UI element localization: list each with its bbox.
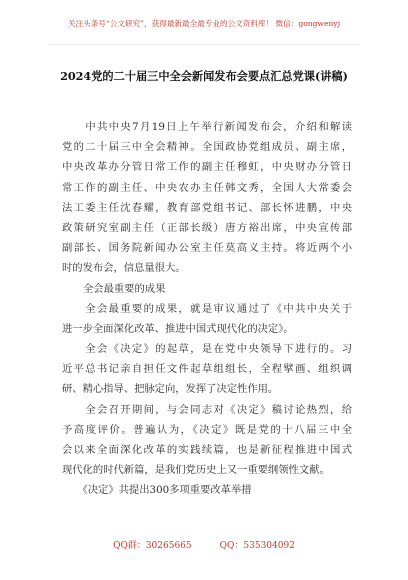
paragraph-line: 中共中央7月19日上午举行新闻发布会，介绍和解读 xyxy=(62,121,352,133)
section-heading: 全会最重要的成果 xyxy=(83,282,166,295)
paragraph-line: 政策研究室副主任（正部长级）唐方裕出席，中央宣传部 xyxy=(62,221,352,234)
paragraph-line: 全会召开期间，与会同志对《决定》稿讨论热烈，给 xyxy=(62,403,352,416)
paragraph-line: 党的二十届三中全会精神。全国政协党组成员、副主席， xyxy=(62,141,352,154)
header-notice: 关注头条号“公文研究”，获得最新最全最专业的公文资料库！ 微信：gongwenyj xyxy=(67,19,341,28)
paragraph-line: 近平总书记亲自担任文件起草组组长，全程擘画、组织调 xyxy=(62,363,352,376)
paragraph-line: 全会最重要的成果，就是审议通过了《中共中央关于 xyxy=(62,302,352,315)
document-body xyxy=(62,117,352,501)
footer-qq: QQ：535304092 xyxy=(219,541,295,551)
paragraph-line: 副部长、国务院新闻办公室主任莫高义主持。将近两个小 xyxy=(62,242,352,255)
paragraph-line: 中央改革办分管日常工作的副主任穆虹，中央财办分管日 xyxy=(62,161,352,174)
footer-qq-group: QQ群：30265665 xyxy=(113,541,192,551)
paragraph-line: 常工作的副主任、中央农办主任韩文秀，全国人大常委会 xyxy=(62,181,352,194)
header-divider xyxy=(48,44,360,45)
paragraph-line: 全会《决定》的起草，是在党中央领导下进行的。习 xyxy=(62,343,352,356)
paragraph-line: 《决定》共提出300多项重要改革举措 xyxy=(62,484,252,497)
paragraph-line: 予高度评价。普遍认为，《决定》既是党的十八届三中全 xyxy=(62,423,352,436)
paragraph-line: 法工委主任沈春耀，教育部党组书记、部长怀进鹏，中央 xyxy=(62,201,352,214)
paragraph-line: 进一步全面深化改革、推进中国式现代化的决定》。 xyxy=(62,322,294,335)
document-title: 2024党的二十届三中全会新闻发布会要点汇总党课(讲稿) xyxy=(60,69,348,83)
paragraph-line: 现代化的时代新篇，是我们党历史上又一重要纲领性文献。 xyxy=(62,464,330,477)
paragraph-line: 会以来全面深化改革的实践续篇，也是新征程推进中国式 xyxy=(62,444,352,456)
footer-contact xyxy=(0,538,408,551)
paragraph-line: 研、精心指导、把脉定向，发挥了决定性作用。 xyxy=(62,383,279,396)
paragraph-line: 时的发布会，信息量很大。 xyxy=(62,262,186,275)
